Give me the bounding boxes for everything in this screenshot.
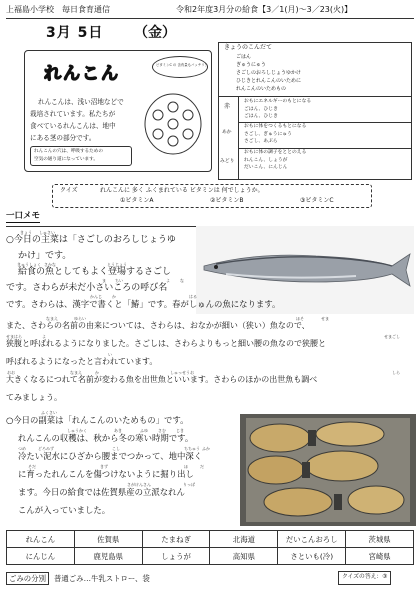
feature-paragraph-line-1: れんこんは、浅い沼地などで <box>38 98 124 106</box>
menu-group-3-color: みどり <box>220 159 235 164</box>
menu-item-3: さごしのおろしじょうゆかけ <box>236 70 302 76</box>
ruby-toujou: とうじょう <box>107 262 127 267</box>
table-row <box>7 531 414 548</box>
lotus-hole-5 <box>153 129 163 139</box>
table-cell-origin: 宮崎県 <box>346 548 414 565</box>
lotus-hole-3 <box>183 129 193 139</box>
lotus-root-3 <box>248 456 304 484</box>
feature-paragraph-line-3: 食べているれんこんは、地中 <box>30 122 116 130</box>
school-newsletter-title: 上福島小学校 毎日食育通信 <box>6 5 110 14</box>
menu-group-2-color: あか <box>222 130 232 135</box>
header-rule <box>6 18 414 19</box>
ruby-sakana: さかな <box>44 262 56 267</box>
menu-groups-divider <box>218 96 412 97</box>
ingredient-origin-table <box>6 530 414 565</box>
ruby-da: だ <box>200 464 204 469</box>
ruby-namae-2: なまえ <box>70 370 82 375</box>
menu-item-1: ごはん <box>236 54 252 60</box>
ruby-sagakensan: さがけんさん <box>127 482 151 487</box>
fish-eye <box>214 265 218 269</box>
quiz-option-b: ②ビタミンB <box>210 197 244 204</box>
menu-group-1-heading: おもにエネルギーのもとになる <box>244 99 312 104</box>
lotus-root-1 <box>250 424 310 452</box>
menu-title: きょうのこんだて <box>224 44 273 51</box>
memo-para1-line-2: かけ」です。 <box>18 251 72 261</box>
memo-para1-line-6: また、さわらの名前の由来については、さわらは、おなかが細い（狭い）魚なので、 <box>6 321 310 330</box>
ruby-ho: ほ <box>184 464 188 469</box>
memo-para1-line-4: です。さわらが未だ小さいころの呼び名 <box>6 283 168 293</box>
date-day: 3月 5日 <box>46 25 104 41</box>
ruby-namae: なまえ <box>46 316 58 321</box>
ruby-samu: さむ <box>158 428 166 433</box>
ruby-shusseuo: しゅっせうお <box>170 370 194 375</box>
table-cell-origin: 佐賀県 <box>74 531 142 548</box>
ruby-hoso: ほそ <box>296 316 304 321</box>
hole-note-line-2: 空気の通り道になっています。 <box>34 157 98 162</box>
lotus-root-5 <box>264 488 332 516</box>
menu-group-3-heading: おもに体の調子をととのえる <box>244 150 307 155</box>
lotus-hole-1 <box>168 102 178 112</box>
ruby-fukusai: ふくさい <box>41 410 57 415</box>
ruby-kizu: きず <box>100 464 108 469</box>
feature-paragraph-line-4: にある茎の部分です。 <box>30 134 96 142</box>
memo-para1-line-8: 呼ばれるようになったと言われています。 <box>6 357 158 366</box>
quiz-answer: クイズの答え：③ <box>338 571 391 585</box>
lotus-hole-2 <box>183 110 193 120</box>
memo-para2-line-1: ○今日の副菜は「れんこんのいためもの」です。 <box>6 415 189 425</box>
lotus-hole-center <box>168 119 178 129</box>
memo-para1-line-7: 狭腹と呼ばれるようになりました。さごしは、さわらよりもっと細い腰の魚なので狭腰と <box>6 339 326 348</box>
quiz-option-a: ①ビタミンA <box>120 197 154 204</box>
lotus-root-illustration <box>142 84 204 168</box>
quiz-option-c: ③ビタミンC <box>300 197 334 204</box>
lotus-root-6 <box>348 486 404 514</box>
monthly-menu-heading: 令和2年度3月分の給食【3／1(月)～3／23(火)】 <box>176 5 353 14</box>
menu-group-1-sub: ごはん、ひじき <box>244 114 278 119</box>
table-row <box>7 548 414 565</box>
ruby-oo: おお <box>7 370 15 375</box>
ruby-yurai: ゆらい <box>74 316 86 321</box>
quiz-question: れんこんに 多く ふくまれている ビタミンは 何でしょうか。 <box>100 187 264 194</box>
memo-para2-line-5: ます。今日の給食では佐賀県産の立派なれん <box>18 487 185 497</box>
menu-group-3-sub: だいこん、にんじん <box>244 165 288 170</box>
ruby-kanji: かんじ <box>90 294 102 299</box>
menu-item-2: ぎゅうにゅう <box>236 62 266 68</box>
ruby-na: な <box>180 278 184 283</box>
ruby-sema: せま <box>321 316 329 321</box>
garbage-sorting-label: ごみの分別 <box>6 572 49 585</box>
table-cell-food: たまねぎ <box>142 531 210 548</box>
vitamin-badge-text: ビタミンC の 含有量もバッチリ！ <box>156 63 208 67</box>
memo-para2-line-4: に育ったれんこんを傷つけないように掘り出し <box>18 469 194 479</box>
menu-group-divider-1 <box>238 122 412 123</box>
ruby-ka-2: か <box>95 370 99 375</box>
garbage-sorting-text: 普通ごみ…牛乳ストロー、袋 <box>54 574 150 583</box>
menu-group-divider-2 <box>238 148 412 149</box>
feature-title: れんこん <box>44 64 120 84</box>
menu-groups-left-rule <box>238 96 239 180</box>
lotus-roots-photo <box>240 414 416 526</box>
menu-group-1-color: 赤 <box>224 103 231 110</box>
ruby-yo-2: よ <box>42 334 46 339</box>
memo-label: 一口メモ <box>6 211 41 221</box>
table-cell-food: さといも(冷) <box>278 548 346 565</box>
ruby-kyuushoku: きゅうしょく <box>17 262 41 267</box>
menu-group-2-sub: さごし、あぶら <box>244 139 278 144</box>
hole-note-line-1: れんこんの穴は、呼吸するための <box>34 149 103 154</box>
ruby-haru: はる <box>189 294 197 299</box>
menu-group-2-heading: おもに体をつくるもとになる <box>244 124 307 129</box>
date-weekday: （金） <box>134 25 176 41</box>
memo-para1-line-3: 給食の魚としてもよく登場するさごし <box>18 267 172 277</box>
table-cell-food: だいこんおろし <box>278 531 346 548</box>
ruby-fuka: ふか <box>202 446 210 451</box>
table-cell-origin: 北海道 <box>210 531 278 548</box>
lotus-node-2 <box>302 462 310 478</box>
ruby-shusai: しゅさい <box>39 230 55 235</box>
ruby-semagoshi: せまごし <box>384 334 400 339</box>
memo-para1-line-10: てみましょう。 <box>6 393 62 402</box>
ruby-shira: しら <box>392 370 400 375</box>
lotus-root-4 <box>306 451 378 481</box>
ruby-semahara: せまはら <box>6 334 22 339</box>
lotus-node-3 <box>334 494 342 510</box>
feature-paragraph-line-2: 栽培されています。私たちが <box>30 110 116 118</box>
ruby-koshi: こし <box>112 446 120 451</box>
menu-group-2-foods: さごし、ぎゅうにゅう <box>244 132 292 137</box>
ruby-fuyu: ふゆ <box>140 428 148 433</box>
ruby-ka: か <box>112 294 116 299</box>
ruby-tsume: つめ <box>18 446 26 451</box>
menu-group-3-foods: れんこん、しょうが <box>244 158 288 163</box>
lotus-hole-6 <box>153 110 163 120</box>
lotus-hole-4 <box>168 136 178 146</box>
memo-para2-line-2: れんこんの収穫は、秋から冬の寒い時期です。 <box>18 433 194 443</box>
lotus-root-2 <box>316 422 384 446</box>
table-cell-origin: 茨城県 <box>346 531 414 548</box>
ruby-aki: あき <box>114 428 122 433</box>
memo-para1-line-5: です。さわらは、漢字で書くと「鰆」です。春がしゅんの魚になります。 <box>6 299 281 309</box>
lotus-root-outline <box>145 94 201 154</box>
ruby-shuukaku: しゅうかく <box>67 428 87 433</box>
ruby-doromizu: どろみず <box>38 446 54 451</box>
ruby-chii: ちい <box>115 278 123 283</box>
ruby-yo: よ <box>166 278 170 283</box>
ruby-soda: そだ <box>28 464 36 469</box>
ruby-kyou: きょう <box>20 230 32 235</box>
menu-group-1-foods: ごはん、ひじき <box>244 107 278 112</box>
table-cell-origin: 高知県 <box>210 548 278 565</box>
memo-para2-line-3: 冷たい泥水にひざから腰までつかって、地中深く <box>18 451 203 461</box>
ruby-jiki: じき <box>176 428 184 433</box>
memo-para1-line-9: 大きくなるにつれて名前が変わる魚を出世魚といいます。さわらのほかの出世魚も調べ <box>6 375 318 384</box>
ruby-rippa: りっぱ <box>183 482 195 487</box>
table-cell-food: しょうが <box>142 548 210 565</box>
menu-item-4: ひじきとれんこんのいために <box>236 78 302 84</box>
table-cell-origin: 鹿児島県 <box>74 548 142 565</box>
lotus-node-1 <box>308 430 316 446</box>
memo-para2-line-6: こんが入っていました。 <box>18 505 111 515</box>
table-cell-food: にんじん <box>7 548 75 565</box>
table-cell-food: れんこん <box>7 531 75 548</box>
ruby-ma: ま <box>102 278 106 283</box>
menu-item-5: れんこんのいためもの <box>236 86 287 92</box>
memo-para1-line-1: ○今日の主菜は「さごしのおろしじょうゆ <box>6 235 176 245</box>
ruby-chichuu: ちちゅう <box>184 446 200 451</box>
ruby-i: い <box>108 352 112 357</box>
quiz-label: クイズ <box>60 187 78 194</box>
